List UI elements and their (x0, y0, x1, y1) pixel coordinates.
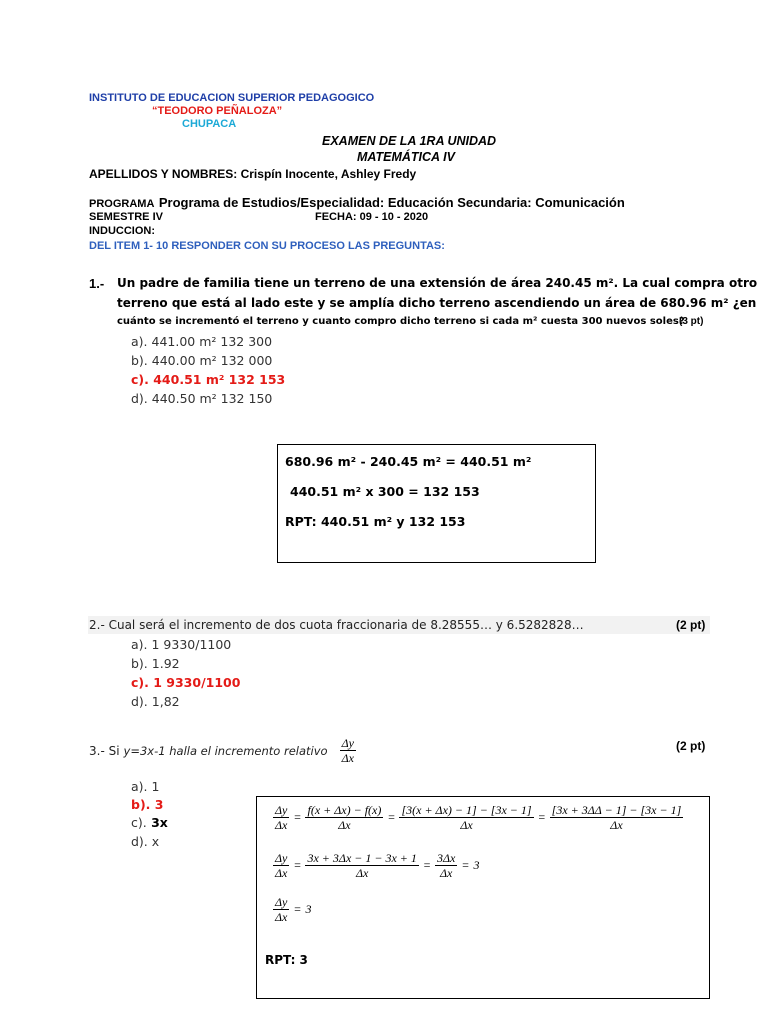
q3-fraction: $\frac{\Delta y}{\Delta x}$ (341, 736, 354, 765)
q2-text: 2.- Cual será el incremento de dos cuota fraccionaria de 8.28555… y 6.5282828… (89, 618, 584, 632)
q2-option-b: b). 1.92 (131, 656, 180, 671)
q3-option-b: b). 3 (131, 797, 164, 812)
program-label: PROGRAMA (89, 198, 155, 210)
q2-option-c: c). 1 9330/1100 (131, 675, 241, 690)
names-value: Crispín Inocente, Ashley Fredy (240, 167, 417, 181)
institute-city: CHUPACA (182, 118, 237, 130)
induction: INDUCCION: (89, 225, 155, 237)
program-line (89, 194, 625, 212)
exam-date: FECHA: 09 - 10 - 2020 (315, 211, 429, 223)
q1-option-a: a). 441.00 m² 132 300 (131, 334, 273, 349)
q3-prefix: 3.- Si (89, 743, 120, 758)
q3-option-d: d). x (131, 834, 160, 849)
q2-points: (2 pt) (676, 618, 706, 632)
q2-option-d: d). 1,82 (131, 694, 180, 709)
q1-line3: cuánto se incrementó el terreno y cuanto compro dicho terreno si cada m² cuesta 300 nuevos soles? (117, 316, 685, 327)
q3-option-c: c). 3x (131, 815, 168, 830)
instruction: DEL ITEM 1- 10 RESPONDER CON SU PROCESO LAS PREGUNTAS: (89, 240, 445, 252)
program-value: Programa de Estudios/Especialidad: Educación Secundaria: Comunicación (158, 195, 625, 210)
q3-expr: y=3x-1 halla el incremento relativo (123, 743, 328, 758)
exam-title: EXAMEN DE LA 1RA UNIDAD (322, 134, 497, 148)
q3-answer: RPT: 3 (265, 953, 308, 967)
q1-number: 1.- (89, 276, 105, 291)
q1-line2: terreno que está al lado este y se amplía dicho terreno ascendiendo un área de 680.96 m² ¿en (117, 296, 757, 310)
q1-points: (3 pt) (679, 316, 704, 327)
q1-option-b: b). 440.00 m² 132 000 (131, 353, 273, 368)
institute-patron: “TEODORO PEÑALOZA” (152, 105, 283, 117)
institute-name: INSTITUTO DE EDUCACION SUPERIOR PEDAGOGICO (89, 92, 375, 104)
q3-option-a: a). 1 (131, 779, 160, 794)
q3-work-box (256, 796, 710, 999)
q3-eq-row-1: $\frac{\Delta y}{\Delta x}$ = $\frac{f(x + \Delta x) - f(x)}{\Delta x}$ = $\frac{[3(x + \Delta x) - 1] - [3x - 1]}{\Delta x}$ = $\frac{[3x + 3\Delta\Delta - 1] - [3x - 1]}{\Delta x}$ (275, 803, 682, 832)
q1-work-box (277, 444, 596, 563)
q1-option-c: c). 440.51 m² 132 153 (131, 372, 286, 387)
q1-line1: Un padre de familia tiene un terreno de una extensión de área 240.45 m². La cual compra otro (117, 276, 758, 290)
q1-work-line-2: 440.51 m² x 300 = 132 153 (290, 484, 480, 499)
q1-option-d: d). 440.50 m² 132 150 (131, 391, 273, 406)
q3-eq-row-2: $\frac{\Delta y}{\Delta x}$ = $\frac{3x + 3\Delta x - 1 - 3x + 1}{\Delta x}$ = $\frac{3\Delta x}{\Delta x}$ = 3 (275, 851, 480, 880)
semester: SEMESTRE IV (89, 211, 163, 223)
student-names (89, 167, 416, 181)
names-label: APELLIDOS Y NOMBRES: (89, 167, 238, 181)
q3-prompt (89, 736, 356, 765)
q2-option-a: a). 1 9330/1100 (131, 637, 232, 652)
q3-points: (2 pt) (676, 739, 706, 753)
q1-work-line-3: RPT: 440.51 m² y 132 153 (285, 514, 466, 529)
q1-work-line-1: 680.96 m² - 240.45 m² = 440.51 m² (285, 454, 532, 469)
exam-subject: MATEMÁTICA IV (357, 150, 455, 164)
q3-eq-row-3: $\frac{\Delta y}{\Delta x}$ = 3 (275, 895, 312, 924)
